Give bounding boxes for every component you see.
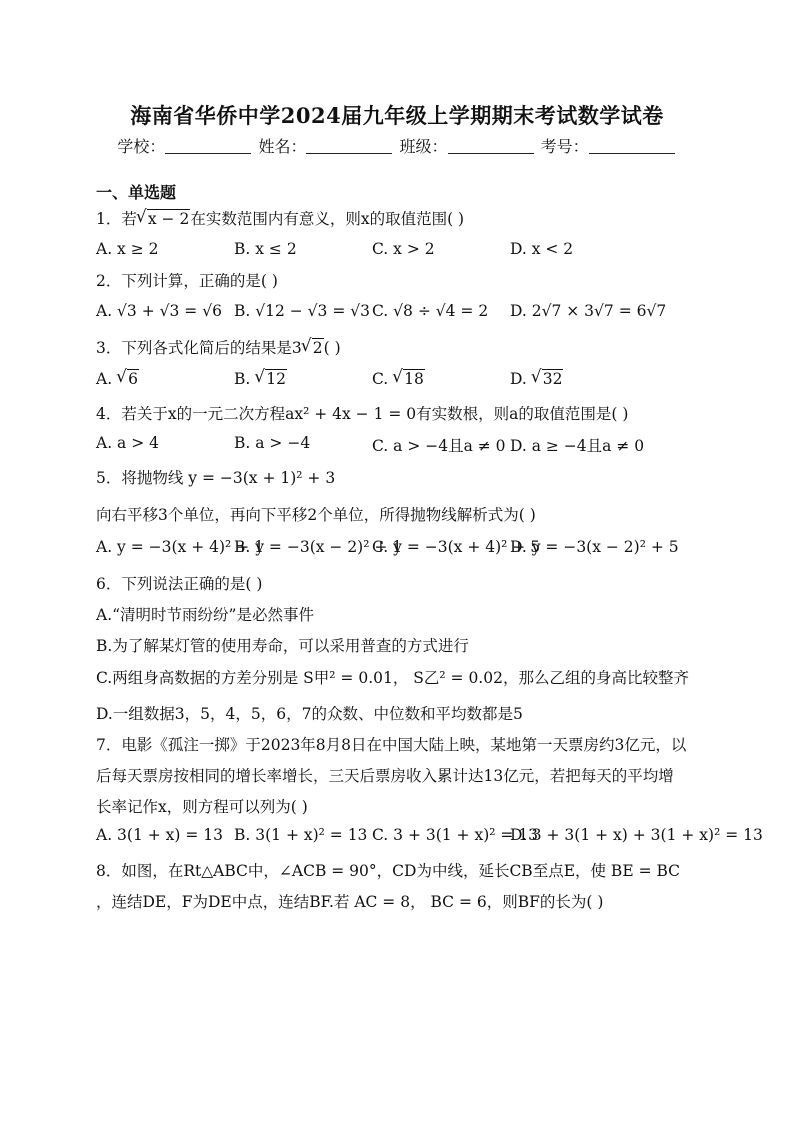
name-blank[interactable] bbox=[306, 139, 392, 154]
q1-suffix: 在实数范围内有意义，则x的取值范围( ) bbox=[190, 210, 465, 228]
q6-option-b: B.为了解某灯管的使用寿命，可以采用普查的方式进行 bbox=[96, 637, 469, 655]
q7-option-b: B. 3(1 + x)² = 13 bbox=[234, 826, 368, 844]
q2-option-d: D. 2√7 × 3√7 = 6√7 bbox=[510, 302, 667, 320]
q4-option-b: B. a > −4 bbox=[234, 434, 311, 452]
question-6-stem: 6．下列说法正确的是( ) bbox=[96, 575, 263, 593]
q3-option-b: B. √ 12 bbox=[234, 370, 287, 388]
exam-title: 海南省华侨中学2024届九年级上学期期末考试数学试卷 bbox=[130, 103, 664, 128]
question-2-stem: 2．下列计算，正确的是( ) bbox=[96, 272, 278, 290]
q5-option-b: B. y = −3(x − 2)² + 1 bbox=[234, 538, 403, 556]
q1-prefix: 1．若 bbox=[96, 210, 137, 228]
q1-option-d: D. x < 2 bbox=[510, 240, 574, 258]
q2-option-b: B. √12 − √3 = √3 bbox=[234, 302, 371, 320]
question-4-stem: 4．若关于x的一元二次方程ax² + 4x − 1 = 0有实数根，则a的取值范围是( ) bbox=[96, 405, 629, 423]
q7-option-d: D. 3 + 3(1 + x) + 3(1 + x)² = 13 bbox=[510, 826, 763, 844]
name-label: 姓名： bbox=[258, 137, 307, 156]
q2-option-a: A. √3 + √3 = √6 bbox=[96, 302, 222, 320]
question-7-line-2: 后每天票房按相同的增长率增长，三天后票房收入累计达13亿元，若把每天的平均增 bbox=[96, 767, 674, 785]
q3-option-a: A. √ 6 bbox=[96, 370, 139, 388]
q5-option-d: D. y = −3(x − 2)² + 5 bbox=[510, 538, 679, 556]
q6-option-d: D.一组数据3，5，4，5，6，7的众数、中位数和平均数都是5 bbox=[96, 705, 523, 723]
question-7-line-1: 7．电影《孤注一掷》于2023年8月8日在中国大陆上映，某地第一天票房约3亿元，以 bbox=[96, 736, 687, 754]
question-8-line-2: ，连结DE，F为DE中点，连结BF.若 AC = 8， BC = 6，则BF的长为( ) bbox=[96, 893, 604, 911]
number-blank[interactable] bbox=[589, 139, 675, 154]
number-label: 考号： bbox=[540, 137, 589, 156]
q3-prefix: 3．下列各式化简后的结果是3 bbox=[96, 339, 302, 357]
q7-option-a: A. 3(1 + x) = 13 bbox=[96, 826, 224, 844]
question-5-stem: 5．将抛物线 y = −3(x + 1)² + 3 bbox=[96, 469, 336, 487]
q3-option-c: C. √ 18 bbox=[372, 370, 425, 388]
q3-option-d: D. √ 32 bbox=[510, 370, 563, 388]
q1-option-b: B. x ≤ 2 bbox=[234, 240, 297, 258]
q2-option-c: C. √8 ÷ √4 = 2 bbox=[372, 302, 489, 320]
q4-option-a: A. a > 4 bbox=[96, 434, 159, 452]
q4-option-d: D. a ≥ −4且a ≠ 0 bbox=[510, 437, 645, 455]
class-label: 班级： bbox=[399, 137, 448, 156]
q1-option-c: C. x > 2 bbox=[372, 240, 435, 258]
radical-sign bbox=[303, 339, 324, 357]
q7-option-c: C. 3 + 3(1 + x)² = 13 bbox=[372, 826, 539, 844]
q6-option-a: A.“清明时节雨纷纷”是必然事件 bbox=[96, 606, 314, 624]
q5-option-c: C. y = −3(x + 4)² + 5 bbox=[372, 538, 541, 556]
school-label: 学校： bbox=[117, 137, 166, 156]
q1-option-a: A. x ≥ 2 bbox=[96, 240, 159, 258]
q1-radicand: x − 2 bbox=[147, 210, 190, 228]
question-3-stem bbox=[96, 336, 341, 358]
q5-option-a: A. y = −3(x + 4)² + 1 bbox=[96, 538, 264, 556]
q6-option-c: C.两组身高数据的方差分别是 S甲² = 0.01， S乙² = 0.02，那么乙组的身高比较整齐 bbox=[96, 669, 689, 687]
section-heading: 一、单选题 bbox=[96, 183, 177, 202]
q3-radicand: 2 bbox=[312, 339, 323, 357]
q3-suffix: ( ) bbox=[323, 339, 341, 357]
question-8-line-1: 8．如图，在Rt△ABC中，∠ACB = 90°，CD为中线，延长CB至点E，使 BE = BC bbox=[96, 862, 681, 880]
question-7-line-3: 长率记作x，则方程可以列为( ) bbox=[96, 798, 308, 816]
q4-option-c: C. a > −4且a ≠ 0 bbox=[372, 437, 506, 455]
question-5-stem-2: 向右平移3个单位，再向下平移2个单位，所得抛物线解析式为( ) bbox=[96, 506, 536, 524]
student-info-row bbox=[0, 134, 794, 157]
school-blank[interactable] bbox=[165, 139, 251, 154]
class-blank[interactable] bbox=[448, 139, 534, 154]
radical-sign bbox=[138, 210, 190, 228]
question-1-stem bbox=[96, 207, 464, 229]
